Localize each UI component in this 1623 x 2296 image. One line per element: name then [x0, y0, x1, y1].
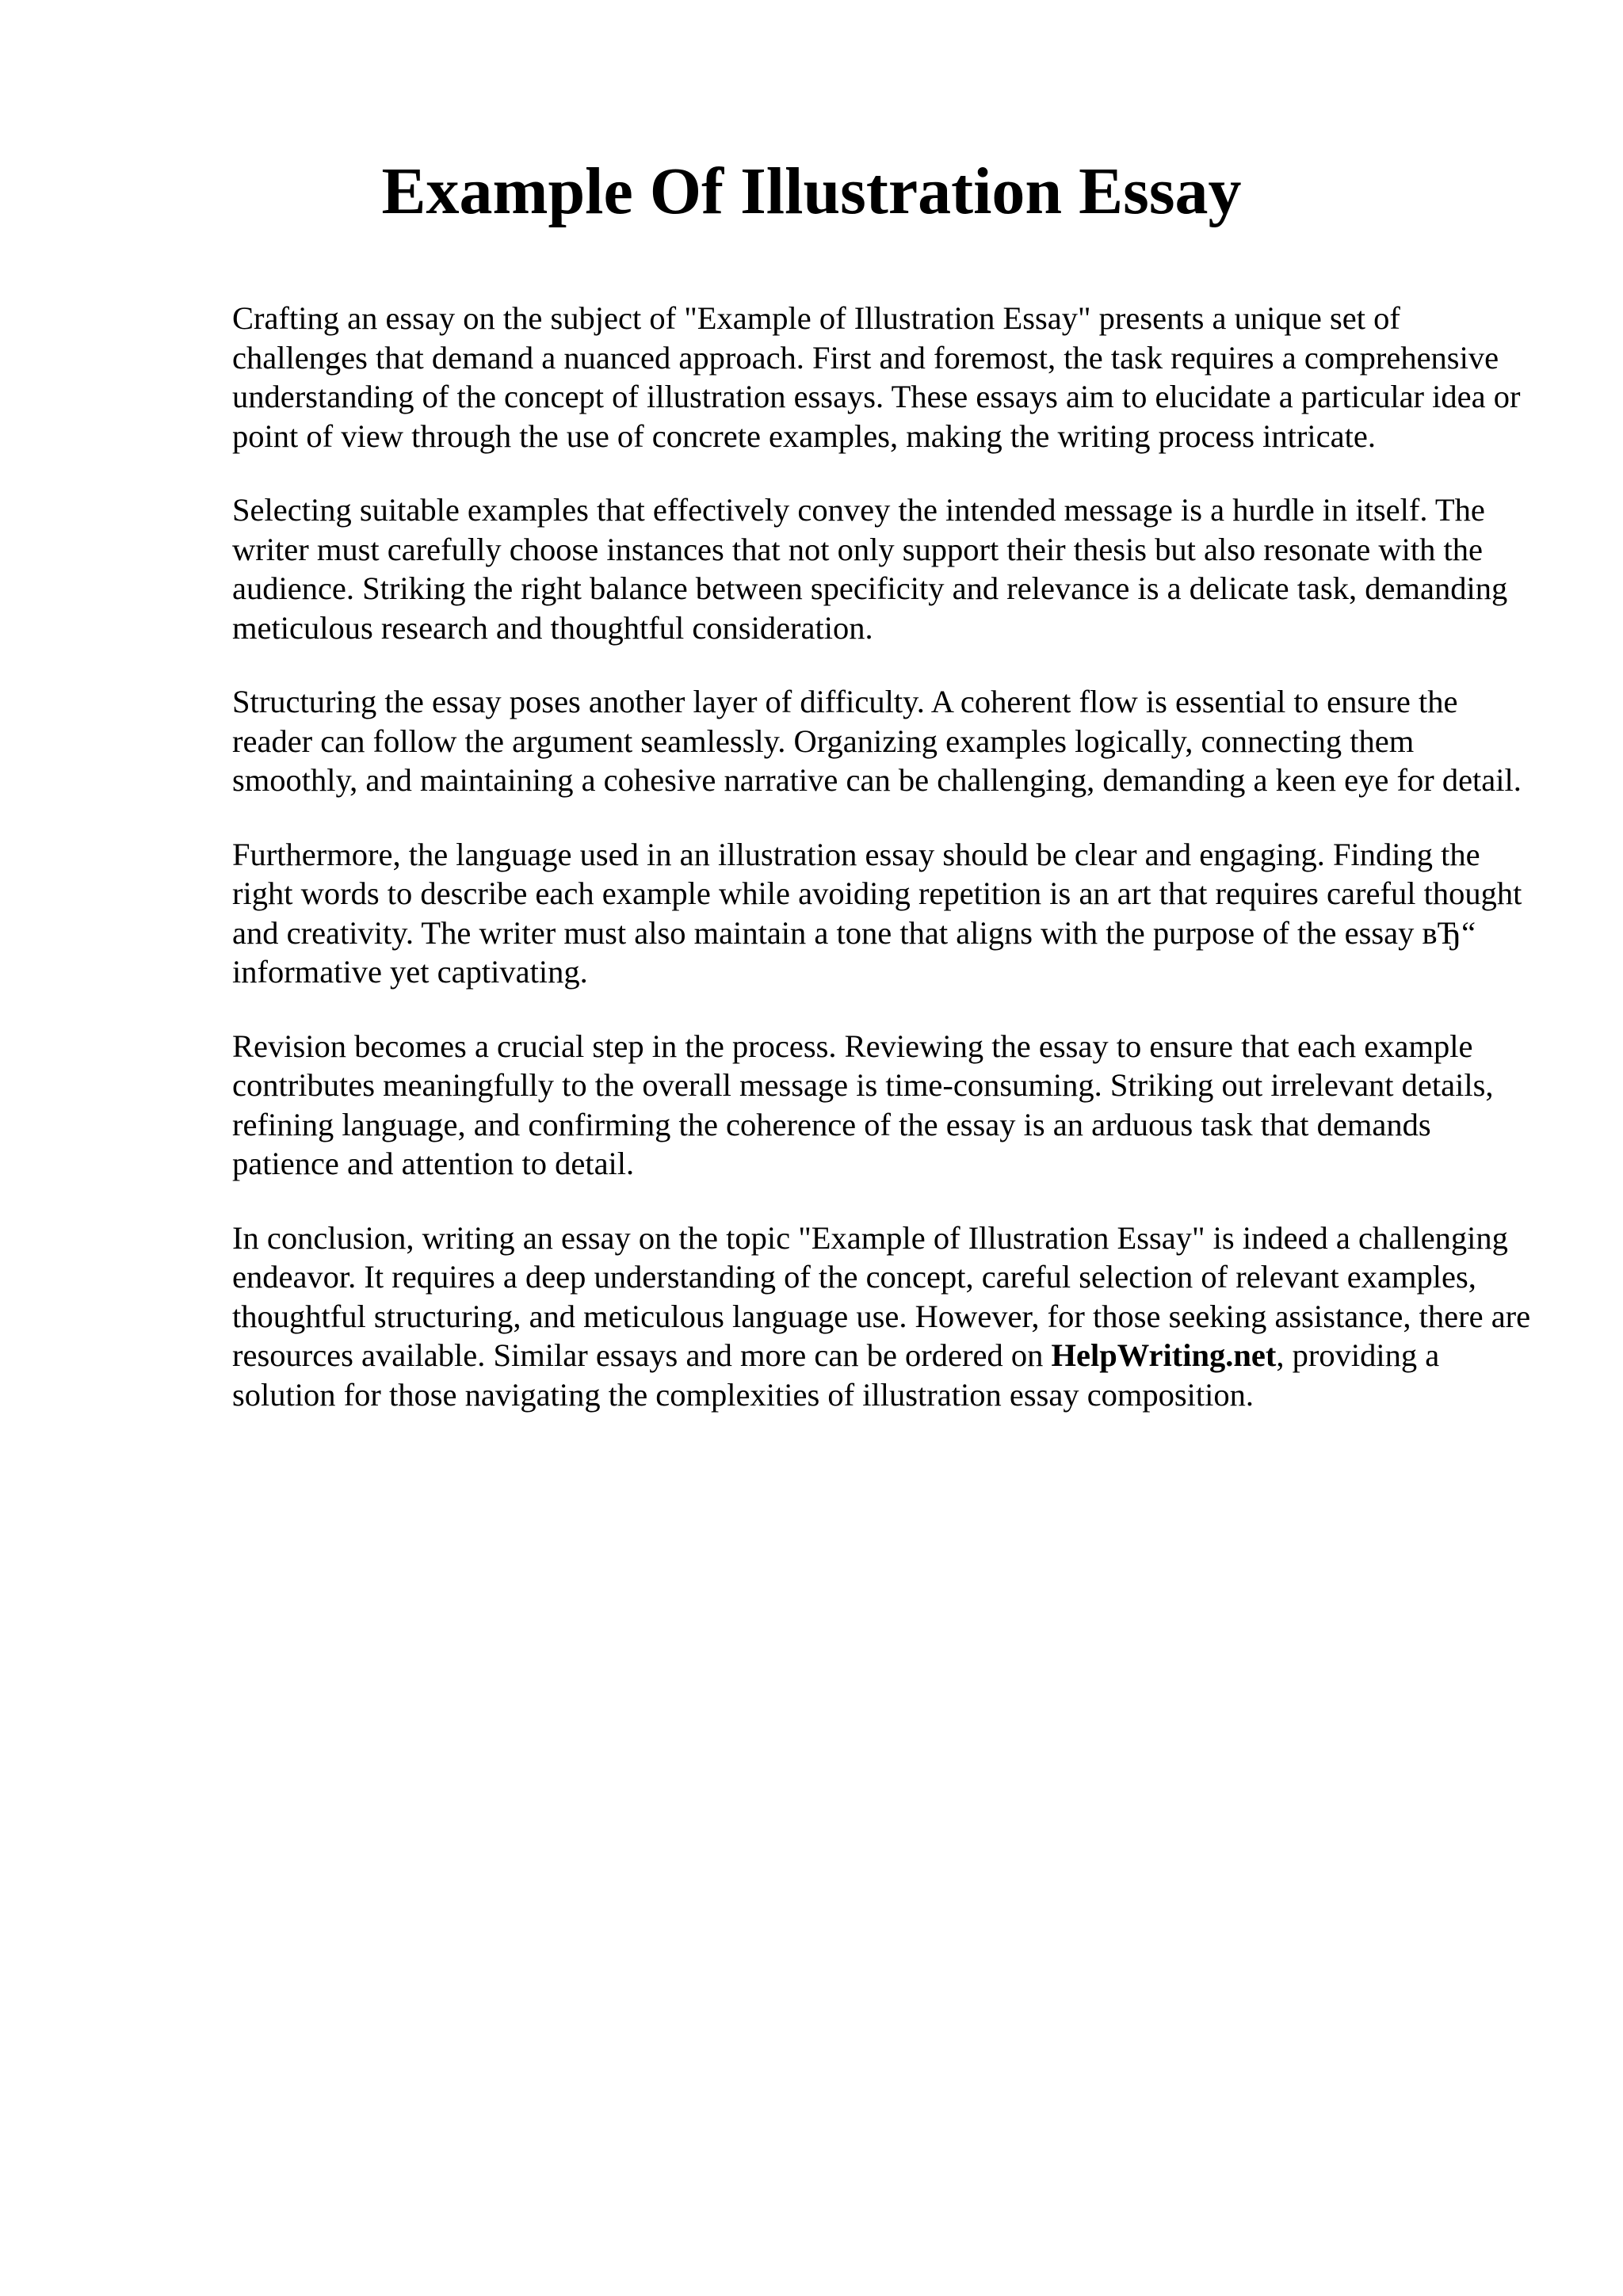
- page-title: Example Of Illustration Essay: [381, 154, 1242, 228]
- paragraph-4: Furthermore, the language used in an illustration essay should be clear and engaging. Finding the right words to describe each example while avoiding repetition is an art that requires careful thought and creativity. The writer must also maintain a tone that aligns with the purpose of the essay вЂ“ informative yet captivating.: [232, 836, 1522, 990]
- paragraph-3: Structuring the essay poses another layer of difficulty. A coherent flow is essential to ensure the reader can follow the argument seamlessly. Organizing examples logically, connecting them smoothly, and maintaining a cohesive narrative can be challenging, demanding a keen eye for detail.: [232, 684, 1522, 798]
- conclusion-text-after: , providing a solution for those navigating the complexities of illustration essay composition.: [232, 1337, 1440, 1413]
- paragraph-1: Crafting an essay on the subject of "Example of Illustration Essay" presents a unique set of challenges that demand a nuanced approach. First and foremost, the task requires a comprehensive understanding of the concept of illustration essays. These essays aim to elucidate a particular idea or point of view through the use of concrete examples, making the writing process intricate.: [232, 300, 1521, 454]
- paragraph-5: Revision becomes a crucial step in the process. Reviewing the essay to ensure that each example contributes meaningfully to the overall message is time-consuming. Striking out irrelevant details, refining language, and confirming the coherence of the essay is an arduous task that demands patience and attention to detail.: [232, 1028, 1494, 1181]
- helpwriting-link[interactable]: HelpWriting.net: [1051, 1337, 1277, 1373]
- conclusion-text-before: In conclusion, writing an essay on the topic "Example of Illustration Essay" is indeed a challenging endeavor. It requires a deep understanding of the concept, careful selection of relevant examples, thoughtful structuring, and meticulous language use. However, for those seeking assistance, there are resources available. Similar essays and more can be ordered on: [232, 1219, 1531, 1373]
- conclusion-paragraph: [232, 1219, 1532, 1415]
- paragraph-2: Selecting suitable examples that effectively convey the intended message is a hurdle in itself. The writer must carefully choose instances that not only support their thesis but also resonate with the audience. Striking the right balance between specificity and relevance is a delicate task, demanding meticulous research and thoughtful consideration.: [232, 492, 1508, 646]
- essay-body: [232, 299, 1532, 1449]
